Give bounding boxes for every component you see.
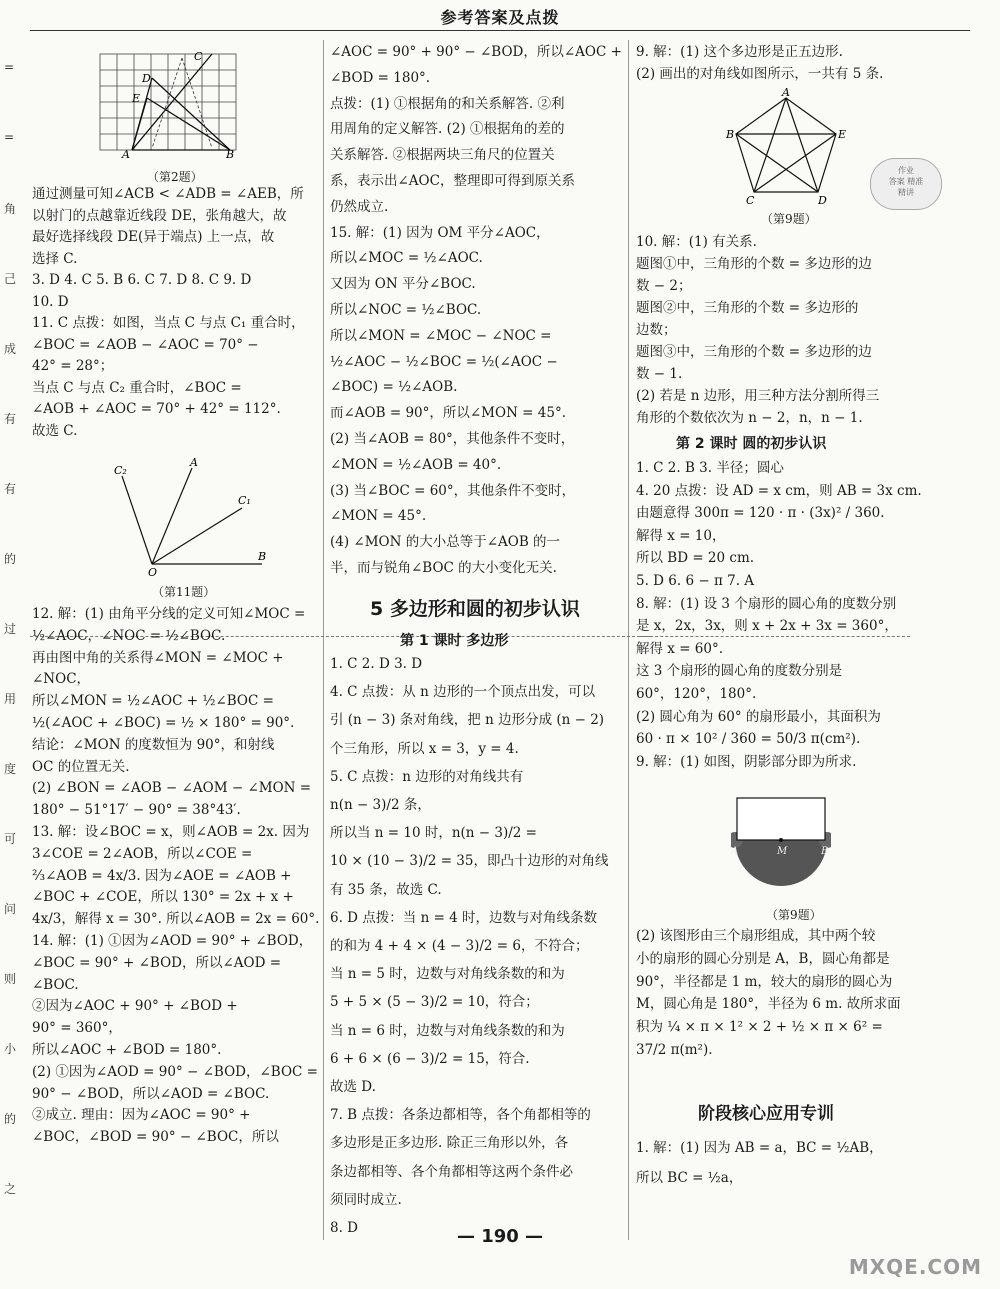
text-line: ∠BOC) = ½∠AOB.: [330, 379, 458, 396]
left-margin-strip: [0, 30, 26, 1260]
text-line: 4. C 点拨：从 n 边形的一个顶点出发，可以: [330, 684, 596, 701]
text-line: ∠AOB + ∠AOC = 70° + 42° = 112°.: [32, 401, 281, 417]
text-line: 60 · π × 10² / 360 = 50/3 π(cm²).: [636, 731, 861, 748]
text-line: 8. D: [330, 1220, 358, 1236]
text-line: 15. 解：(1) 因为 OM 平分∠AOC，: [330, 224, 550, 241]
lesson-title: 第 2 课时 圆的初步认识: [676, 436, 827, 452]
text-line: 60°，120°，180°.: [636, 686, 757, 702]
text-line: 积为 ¼ × π × 1² × 2 + ½ × π × 6² =: [636, 1019, 883, 1036]
text-line: 当 n = 6 时，边数与对角线条数的和为: [330, 1022, 565, 1039]
figure-9-caption: （第9题）: [761, 212, 817, 226]
figure-9-shaded-region: [731, 796, 831, 896]
text-line: 故选 C.: [32, 422, 78, 439]
text-line: ∠MON = ½∠AOB = 40°.: [330, 456, 502, 473]
text-line: 13. 解：设∠BOC = x，则∠AOB = 2x. 因为: [32, 824, 310, 840]
page-number: — 190 —: [456, 1226, 544, 1247]
fig9b-label: A: [731, 846, 739, 857]
text-line: 12. 解：(1) 由角平分线的定义可知∠MOC =: [32, 606, 306, 622]
margin-char: 成: [4, 342, 17, 356]
text-line: 再由图中角的关系得∠MON = ∠MOC +: [32, 649, 284, 666]
text-line: (2) 当∠AOB = 80°，其他条件不变时，: [330, 431, 575, 447]
text-line: ⅔∠AOB = 4x/3. 因为∠AOE = ∠AOB +: [32, 867, 292, 884]
text-line: 3∠COE = 2∠AOB，所以∠COE =: [32, 845, 253, 862]
margin-char: 之: [4, 1182, 17, 1196]
text-line: 所以∠AOC + ∠BOD = 180°.: [32, 1042, 222, 1058]
margin-char: 己: [4, 272, 17, 286]
text-line: ②因为∠AOC + 90° + ∠BOD +: [32, 998, 238, 1015]
text-line: 小的扇形的圆心分别是 A，B，圆心角都是: [636, 950, 890, 967]
text-line: 最好选择线段 DE(异于端点) 上一点，故: [32, 229, 275, 245]
text-line: 4. 20 点拨：设 AD = x cm，则 AB = 3x cm.: [636, 482, 922, 499]
text-line: M，圆心角是 180°，半径为 6 m. 故所求面: [636, 996, 901, 1013]
text-line: 所以当 n = 10 时，n(n − 3)/2 =: [330, 825, 537, 842]
text-line: ∠BOC.: [32, 976, 79, 993]
header-title: 参考答案及点拨: [440, 8, 560, 27]
fig9-label: E: [838, 128, 846, 141]
text-line: 8. 解：(1) 设 3 个扇形的圆心角的度数分别: [636, 595, 897, 612]
dashed-rule: [640, 636, 910, 637]
text-line: 角形的个数依次为 n − 2，n，n − 1.: [636, 410, 863, 426]
text-line: (2) 画出的对角线如图所示，一共有 5 条.: [636, 66, 884, 82]
fig11-label: C₂: [114, 464, 127, 477]
text-line: 3. D 4. C 5. B 6. C 7. D 8. C 9. D: [32, 272, 252, 288]
margin-char: =: [4, 130, 15, 144]
figure-2-caption: （第2题）: [147, 170, 203, 184]
text-line: ½∠AOC − ½∠BOC = ½(∠AOC −: [330, 353, 558, 370]
text-line: 42° = 28°；: [32, 358, 114, 374]
section-title: 阶段核心应用专训: [698, 1104, 834, 1124]
text-line: OC 的位置无关.: [32, 758, 130, 775]
figure-11-angles: [112, 456, 272, 576]
margin-char: 角: [4, 202, 17, 216]
text-line: 9. 解：(1) 这个多边形是正五边形.: [636, 44, 843, 60]
fig11-label: A: [190, 456, 198, 469]
text-line: 故选 D.: [330, 1079, 376, 1095]
text-line: 又因为 ON 平分∠BOC.: [330, 276, 476, 293]
text-line: 所以 BD = 20 cm.: [636, 550, 755, 567]
text-line: 数 − 2；: [636, 278, 692, 294]
text-line: ½∠AOC，∠NOC = ½∠BOC.: [32, 627, 226, 644]
text-line: 条边都相等、各个角都相等这两个条件必: [330, 1163, 573, 1180]
lesson-title: 第 1 课时 多边形: [400, 633, 509, 649]
text-line: 个三角形，所以 x = 3，y = 4.: [330, 740, 519, 757]
text-line: 当点 C 与点 C₂ 重合时，∠BOC =: [32, 379, 242, 396]
text-line: 是 x，2x，3x，则 x + 2x + 3x = 360°，: [636, 618, 898, 635]
text-line: 题图①中，三角形的个数 = 多边形的边: [636, 256, 872, 272]
text-line: (2) 若是 n 边形，用三种方法分割所得三: [636, 388, 880, 404]
text-line: (3) 当∠BOC = 60°，其他条件不变时，: [330, 482, 576, 499]
text-line: 7. B 点拨：各条边都相等，各个角都相等的: [330, 1107, 591, 1124]
text-line: 的和为 4 + 4 × (4 − 3)/2 = 6，不符合；: [330, 938, 589, 954]
text-line: 多边形是正多边形. 除正三角形以外，各: [330, 1135, 569, 1152]
text-line: ∠NOC，: [32, 671, 91, 688]
text-line: 点拨：(1) ①根据角的和关系解答. ②利: [330, 95, 565, 112]
text-line: 5. C 点拨：n 边形的对角线共有: [330, 768, 524, 785]
text-line: ½(∠AOC + ∠BOC) = ½ × 180° = 90°.: [32, 715, 295, 731]
text-line: 仍然成立.: [330, 198, 389, 215]
text-line: ②成立. 理由：因为∠AOC = 90° +: [32, 1107, 251, 1124]
margin-char: 可: [4, 832, 17, 846]
fig2-label: E: [132, 92, 141, 105]
margin-char: 的: [4, 552, 17, 566]
margin-char: 过: [4, 622, 17, 636]
fig9b-label: M: [777, 846, 788, 857]
text-line: 所以∠MOC = ½∠AOC.: [330, 250, 483, 267]
margin-char: =: [4, 60, 15, 74]
margin-char: 问: [4, 902, 17, 916]
text-line: 37/2 π(m²).: [636, 1042, 713, 1058]
text-line: 10. D: [32, 293, 69, 310]
text-line: 用周角的定义解答. (2) ①根据角的差的: [330, 121, 565, 138]
text-line: 180° − 51°17′ − 90° = 38°43′.: [32, 802, 241, 819]
text-line: ∠AOC = 90° + 90° − ∠BOD，所以∠AOC +: [330, 44, 622, 60]
text-line: (2) 该图形由三个扇形组成，其中两个较: [636, 928, 876, 944]
text-line: 数 − 1.: [636, 366, 683, 382]
page-header: [30, 0, 970, 31]
margin-char: 度: [4, 762, 17, 776]
text-line: (2) ∠BON = ∠AOB − ∠AOM − ∠MON =: [32, 780, 312, 797]
figure-11-caption: （第11题）: [152, 585, 216, 599]
text-line: 由题意得 300π = 120 · π · (3x)² / 360.: [636, 505, 885, 522]
text-line: 90°，半径都是 1 m，较大的扇形的圆心为: [636, 973, 893, 990]
text-line: 11. C 点拨：如图，当点 C 与点 C₁ 重合时，: [32, 315, 305, 331]
text-line: 所以∠NOC = ½∠BOC.: [330, 302, 482, 318]
text-line: 有 35 条，故选 C.: [330, 881, 442, 898]
margin-char: 有: [4, 412, 17, 426]
text-line: 5. D 6. 6 − π 7. A: [636, 573, 755, 589]
column-divider: [628, 40, 629, 1240]
margin-char: 的: [4, 1112, 17, 1126]
margin-char: 小: [4, 1042, 17, 1056]
text-line: 解得 x = 60°.: [636, 640, 724, 657]
text-line: 10. 解：(1) 有关系.: [636, 234, 757, 250]
figure-9-caption: （第9题）: [766, 908, 822, 922]
text-line: 半，而与锐角∠BOC 的大小变化无关.: [330, 560, 557, 576]
text-line: 题图②中，三角形的个数 = 多边形的: [636, 300, 859, 316]
text-line: 1. C 2. D 3. D: [330, 656, 423, 672]
figure-2-grid: [92, 48, 242, 160]
text-line: 1. C 2. B 3. 半径；圆心: [636, 460, 784, 476]
text-line: 引 (n − 3) 条对角线，把 n 边形分成 (n − 2): [330, 712, 605, 729]
text-line: 当 n = 5 时，边数与对角线条数的和为: [330, 966, 565, 983]
text-line: 而∠AOB = 90°，所以∠MON = 45°.: [330, 405, 566, 422]
margin-char: 则: [4, 972, 17, 986]
text-line: 9. 解：(1) 如图，阴影部分即为所求.: [636, 753, 857, 770]
text-line: ∠BOC + ∠COE，所以 130° = 2x + x +: [32, 889, 294, 906]
section-title: 5 多边形和圆的初步认识: [370, 598, 580, 620]
text-line: 1. 解：(1) 因为 AB = a，BC = ½AB，: [636, 1140, 883, 1156]
text-line: 边数；: [636, 322, 677, 338]
text-line: 这 3 个扇形的圆心角的度数分别是: [636, 663, 843, 680]
text-line: 6. D 点拨：当 n = 4 时，边数与对角线条数: [330, 909, 598, 926]
margin-char: 有: [4, 482, 17, 496]
fig11-label: O: [148, 566, 158, 576]
text-line: (2) ①因为∠AOD = 90° − ∠BOD，∠BOC =: [32, 1063, 318, 1080]
fig9-label: C: [746, 194, 755, 206]
text-line: 关系解答. ②根据两块三角尺的位置关: [330, 147, 555, 164]
text-line: 以射门的点越靠近线段 DE，张角越大，故: [32, 207, 287, 224]
text-line: ∠BOC = 90° + ∠BOD，所以∠AOD =: [32, 954, 282, 971]
text-line: 4x/3，解得 x = 30°. 所以∠AOB = 2x = 60°.: [32, 911, 320, 928]
text-line: ∠BOC，∠BOD = 90° − ∠BOC，所以: [32, 1129, 279, 1146]
fig11-label: C₁: [238, 494, 251, 507]
fig9-label: A: [782, 88, 790, 99]
text-line: (4) ∠MON 的大小总等于∠AOB 的一: [330, 534, 561, 551]
text-line: 选择 C.: [32, 250, 78, 267]
text-line: 所以∠MON = ½∠AOC + ½∠BOC =: [32, 693, 274, 710]
text-line: 解得 x = 10，: [636, 527, 726, 544]
text-line: n(n − 3)/2 条，: [330, 797, 431, 813]
margin-char: 用: [4, 692, 17, 706]
text-line: 题图③中，三角形的个数 = 多边形的边: [636, 344, 872, 360]
text-line: 90° − ∠BOD，所以∠AOD = ∠BOC.: [32, 1085, 270, 1102]
fig2-label: A: [122, 148, 130, 160]
text-line: 6 + 6 × (6 − 3)/2 = 15，符合.: [330, 1050, 530, 1067]
text-line: 10 × (10 − 3)/2 = 35，即凸十边形的对角线: [330, 853, 609, 870]
stamp: 作业 答案 精准 精讲: [870, 158, 942, 210]
fig9-label: D: [818, 194, 827, 206]
text-line: ∠MON = 45°.: [330, 508, 427, 525]
fig2-label: D: [142, 72, 151, 85]
text-line: 结论：∠MON 的度数恒为 90°，和射线: [32, 736, 275, 753]
text-line: 14. 解：(1) ①因为∠AOD = 90° + ∠BOD，: [32, 933, 313, 949]
text-line: 5 + 5 × (5 − 3)/2 = 10，符合；: [330, 994, 539, 1011]
column-divider: [323, 40, 324, 1240]
text-line: 90° = 360°，: [32, 1020, 122, 1037]
watermark: MXQE.COM: [848, 1255, 982, 1279]
figure-9-pentagon: [726, 88, 846, 206]
fig2-label: B: [226, 148, 235, 160]
text-line: 通过测量可知∠ACB < ∠ADB = ∠AEB，所: [32, 186, 304, 202]
text-line: 所以∠MON = ∠MOC − ∠NOC =: [330, 327, 552, 344]
text-line: ∠BOC = ∠AOB − ∠AOC = 70° −: [32, 336, 259, 353]
text-line: 系，表示出∠AOC，整理即可得到原关系: [330, 173, 575, 189]
text-line: 须同时成立.: [330, 1191, 402, 1208]
fig9b-label: B: [821, 846, 829, 857]
text-line: 所以 BC = ½a，: [636, 1170, 743, 1186]
text-line: ∠BOD = 180°.: [330, 69, 431, 86]
fig9-label: B: [726, 128, 735, 141]
text-line: (2) 圆心角为 60° 的扇形最小，其面积为: [636, 708, 881, 725]
fig2-label: C: [194, 50, 203, 63]
fig11-label: B: [258, 550, 267, 563]
